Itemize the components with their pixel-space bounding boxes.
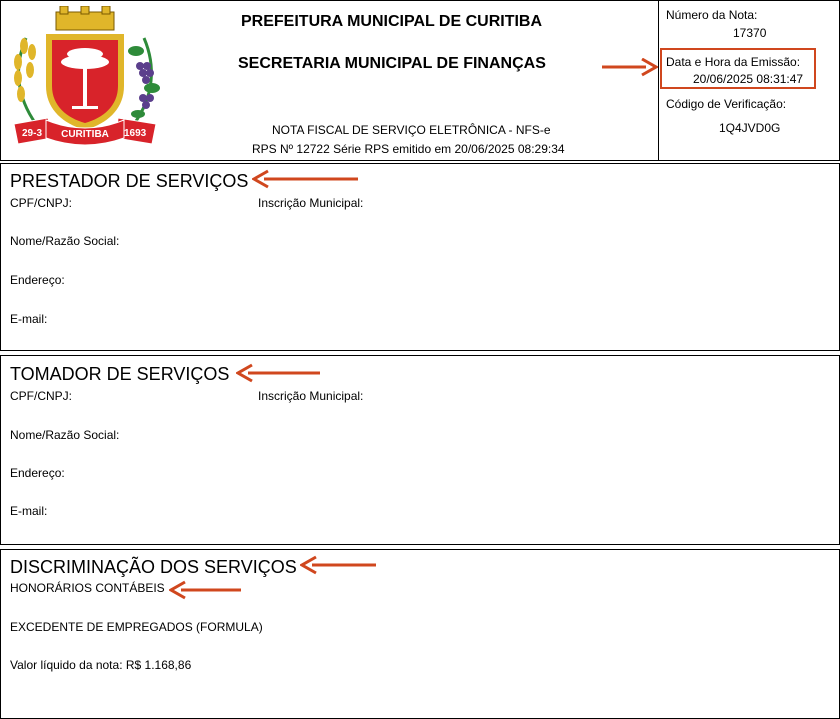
- prestador-cpf-label: CPF/CNPJ:: [10, 196, 73, 210]
- tomador-title: TOMADOR DE SERVIÇOS: [10, 364, 230, 384]
- note-number-value: 17370: [733, 26, 767, 40]
- header-subtitle: SECRETARIA MUNICIPAL DE FINANÇAS: [238, 55, 546, 72]
- prestador-name-label: Nome/Razão Social:: [10, 234, 120, 248]
- rps-info: RPS Nº 12722 Série RPS emitido em 20/06/2025 08:29:34: [252, 142, 565, 156]
- issue-date-label: Data e Hora da Emissão:: [666, 55, 801, 69]
- note-number-label: Número da Nota:: [666, 8, 758, 22]
- tomador-name-label: Nome/Razão Social:: [10, 428, 120, 442]
- prestador-email-label: E-mail:: [10, 312, 48, 326]
- annotation-arrow-servicos: [300, 555, 378, 575]
- doc-type: NOTA FISCAL DE SERVIÇO ELETRÔNICA - NFS-e: [272, 123, 551, 137]
- annotation-arrow-prestador: [252, 169, 360, 189]
- issue-date-value: 20/06/2025 08:31:47: [693, 72, 804, 86]
- curitiba-coat-of-arms-logo: [6, 6, 164, 154]
- servicos-title: DISCRIMINAÇÃO DOS SERVIÇOS: [10, 557, 297, 577]
- tomador-cpf-label: CPF/CNPJ:: [10, 389, 73, 403]
- ribbon-right-text: 1693: [124, 128, 147, 139]
- prestador-address-label: Endereço:: [10, 273, 65, 287]
- ribbon-left-text: 29-3: [22, 128, 43, 139]
- servicos-line-1: HONORÁRIOS CONTÁBEIS: [10, 581, 165, 595]
- annotation-arrow-tomador: [236, 363, 322, 383]
- prestador-im-label: Inscrição Municipal:: [258, 196, 364, 210]
- servicos-net-value: Valor líquido da nota: R$ 1.168,86: [10, 658, 192, 672]
- tomador-im-label: Inscrição Municipal:: [258, 389, 364, 403]
- prestador-title: PRESTADOR DE SERVIÇOS: [10, 171, 249, 191]
- ribbon-center-text: CURITIBA: [61, 129, 109, 140]
- header-title: PREFEITURA MUNICIPAL DE CURITIBA: [241, 13, 543, 30]
- verification-code-value: 1Q4JVD0G: [719, 121, 781, 135]
- annotation-arrow-issue-date: [602, 58, 658, 78]
- tomador-email-label: E-mail:: [10, 504, 48, 518]
- servicos-line-2: EXCEDENTE DE EMPREGADOS (FORMULA): [10, 620, 263, 634]
- annotation-arrow-honorarios: [169, 580, 243, 600]
- verification-code-label: Código de Verificação:: [666, 97, 787, 111]
- tomador-address-label: Endereço:: [10, 466, 65, 480]
